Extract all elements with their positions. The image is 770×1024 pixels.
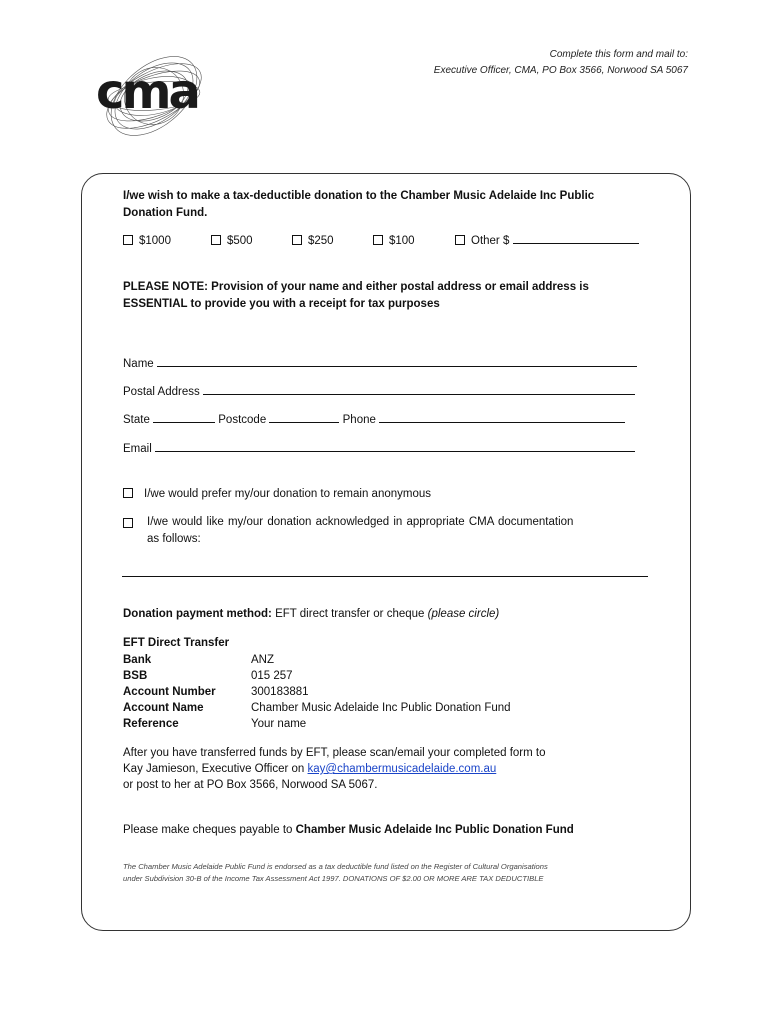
checkbox-icon[interactable] xyxy=(292,235,302,245)
email-link[interactable]: kay@chambermusicadelaide.com.au xyxy=(307,763,497,775)
tax-footnote-line1: The Chamber Music Adelaide Public Fund is endorsed as a tax deductible fund listed on the Register of Cultural Organisations xyxy=(123,862,548,871)
cheque-prefix: Please make cheques payable to xyxy=(123,824,293,836)
eft-label: BSB xyxy=(123,670,148,682)
postal-row xyxy=(123,384,635,401)
checkbox-icon[interactable] xyxy=(123,518,133,528)
mail-instructions-line2: Executive Officer, CMA, PO Box 3566, Norwood SA 5067 xyxy=(433,65,688,76)
after-transfer-text xyxy=(123,745,546,793)
eft-row-bank xyxy=(123,652,511,668)
after-transfer-line2-prefix: Kay Jamieson, Executive Officer on xyxy=(123,763,305,775)
payment-method xyxy=(123,606,499,623)
other-amount-field[interactable] xyxy=(513,233,639,244)
postcode-field[interactable] xyxy=(269,412,339,423)
eft-label: Bank xyxy=(123,654,152,666)
option-100[interactable] xyxy=(373,233,415,250)
eft-value: Your name xyxy=(251,718,307,730)
option-500[interactable] xyxy=(211,233,253,250)
anonymous-option[interactable] xyxy=(123,486,431,503)
mail-instructions-line1: Complete this form and mail to: xyxy=(549,49,688,60)
phone-label: Phone xyxy=(342,414,376,426)
phone-field[interactable] xyxy=(379,412,625,423)
eft-details xyxy=(123,652,511,732)
payment-method-value[interactable]: EFT direct transfer or cheque xyxy=(275,608,425,620)
state-field[interactable] xyxy=(153,412,215,423)
state-row xyxy=(123,412,625,429)
tax-footnote xyxy=(123,861,663,885)
eft-heading: EFT Direct Transfer xyxy=(123,637,230,649)
please-note-line2: ESSENTIAL to provide you with a receipt for tax purposes xyxy=(123,298,440,310)
after-transfer-line1: After you have transferred funds by EFT, please scan/email your completed form to xyxy=(123,747,546,759)
option-other[interactable] xyxy=(455,233,639,250)
name-label: Name xyxy=(123,358,154,370)
postcode-label: Postcode xyxy=(218,414,267,426)
email-label: Email xyxy=(123,443,152,455)
eft-row-account-number xyxy=(123,684,511,700)
anonymous-label: I/we would prefer my/our donation to remain anonymous xyxy=(144,488,432,500)
email-row xyxy=(123,441,635,458)
state-label: State xyxy=(123,414,150,426)
please-note xyxy=(123,279,589,313)
option-label: $1000 xyxy=(139,235,171,247)
eft-value: 015 257 xyxy=(251,670,293,682)
eft-label: Reference xyxy=(123,718,179,730)
eft-label: Account Number xyxy=(123,686,216,698)
checkbox-icon[interactable] xyxy=(211,235,221,245)
option-label: $500 xyxy=(227,235,253,247)
checkbox-icon[interactable] xyxy=(123,235,133,245)
option-1000[interactable] xyxy=(123,233,171,250)
email-field[interactable] xyxy=(155,441,635,452)
checkbox-icon[interactable] xyxy=(123,488,133,498)
payment-method-label: Donation payment method: xyxy=(123,608,272,620)
eft-value: ANZ xyxy=(251,654,274,666)
checkbox-icon[interactable] xyxy=(455,235,465,245)
section-divider xyxy=(122,576,648,577)
option-label: $100 xyxy=(389,235,415,247)
eft-value: 300183881 xyxy=(251,686,309,698)
option-label: $250 xyxy=(308,235,334,247)
donation-intro-line1: I/we wish to make a tax-deductible donation to the Chamber Music Adelaide Inc Public xyxy=(123,190,595,202)
donation-intro xyxy=(123,188,594,222)
eft-label: Account Name xyxy=(123,702,204,714)
cma-logo-text: cma xyxy=(96,64,198,120)
acknowledge-line2: as follows: xyxy=(147,533,201,545)
after-transfer-line2 xyxy=(123,761,546,777)
postal-label: Postal Address xyxy=(123,386,200,398)
mail-instructions xyxy=(434,47,688,79)
eft-value: Chamber Music Adelaide Inc Public Donation Fund xyxy=(251,702,511,714)
eft-row-bsb xyxy=(123,668,511,684)
option-250[interactable] xyxy=(292,233,334,250)
tax-footnote-line2: under Subdivision 30-B of the Income Tax Assessment Act 1997. DONATIONS OF $2.00 OR MORE ARE TAX DEDUCTIBLE xyxy=(123,874,544,883)
name-field[interactable] xyxy=(157,356,637,367)
postal-field[interactable] xyxy=(203,384,635,395)
checkbox-icon[interactable] xyxy=(373,235,383,245)
acknowledge-option[interactable] xyxy=(123,514,649,548)
eft-row-reference xyxy=(123,716,511,732)
eft-row-account-name xyxy=(123,700,511,716)
payment-method-hint: (please circle) xyxy=(427,608,500,620)
option-label: Other $ xyxy=(471,235,510,247)
name-row xyxy=(123,356,637,373)
cheque-instructions xyxy=(123,822,574,839)
after-transfer-line3: or post to her at PO Box 3566, Norwood SA 5067. xyxy=(123,779,378,791)
cheque-payee: Chamber Music Adelaide Inc Public Donation Fund xyxy=(295,824,574,836)
acknowledge-line1: I/we would like my/our donation acknowledged in appropriate CMA documentation xyxy=(147,516,574,528)
donation-intro-line2: Donation Fund. xyxy=(123,207,208,219)
please-note-line1: PLEASE NOTE: Provision of your name and either postal address or email address is xyxy=(123,281,589,293)
